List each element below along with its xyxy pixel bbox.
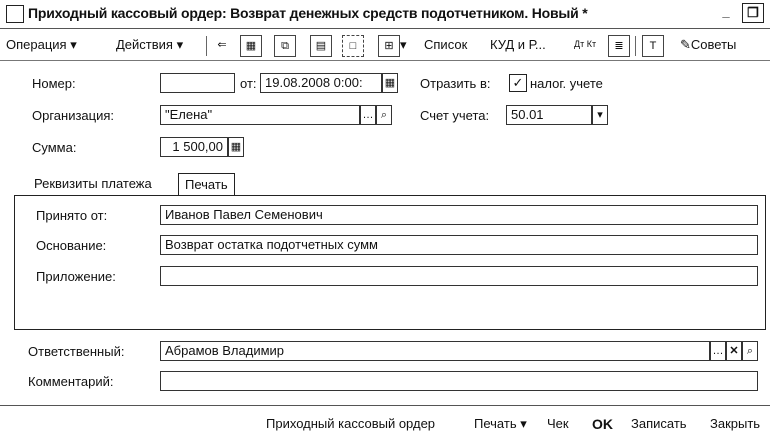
org-label: Организация:: [32, 108, 115, 123]
received-from-label: Принято от:: [36, 208, 108, 223]
sum-label: Сумма:: [32, 140, 77, 155]
print-menu[interactable]: [474, 416, 527, 432]
tips-label: Советы: [690, 37, 737, 52]
org-select-button[interactable]: …: [360, 105, 376, 125]
actions-label: Действия: [116, 37, 173, 52]
responsible-input[interactable]: Абрамов Владимир: [160, 341, 710, 361]
calculator-icon[interactable]: ▦: [228, 137, 244, 157]
basis-input[interactable]: Возврат остатка подотчетных сумм: [160, 235, 758, 255]
tab-print[interactable]: Печать: [178, 173, 235, 195]
footer-bar: [0, 405, 770, 442]
number-label: Номер:: [32, 76, 76, 91]
window-title: Приходный кассовый ордер: Возврат денежных средств подотчетником. Новый *: [28, 5, 588, 21]
save-button[interactable]: Записать: [631, 416, 687, 431]
responsible-select-button[interactable]: …: [710, 341, 726, 361]
structure-icon[interactable]: ⊞: [378, 35, 400, 57]
window-icon: [6, 5, 24, 23]
title-bar: [0, 0, 770, 29]
operation-label: Операция: [6, 37, 67, 52]
document-icon[interactable]: ▤: [310, 35, 332, 57]
operation-menu[interactable]: [6, 37, 77, 53]
number-input[interactable]: [160, 73, 235, 93]
received-from-input[interactable]: Иванов Павел Семенович: [160, 205, 758, 225]
actions-menu[interactable]: [116, 37, 183, 53]
calendar-icon[interactable]: ▦: [382, 73, 398, 93]
close-button[interactable]: Закрыть: [710, 416, 761, 431]
chevron-down-icon: ▾: [520, 416, 527, 431]
filter-icon[interactable]: T: [642, 35, 664, 57]
basis-label: Основание:: [36, 238, 107, 253]
ok-button[interactable]: OK: [592, 416, 613, 432]
back-arrow-icon[interactable]: ⇐: [212, 35, 232, 55]
tab-payment-details[interactable]: Реквизиты платежа: [34, 176, 152, 191]
tips-icon: ✎: [680, 37, 691, 52]
reflect-label: Отразить в:: [420, 76, 491, 91]
date-from-label: от:: [240, 76, 257, 91]
sum-input[interactable]: 1 500,00: [160, 137, 228, 157]
chevron-down-icon[interactable]: ▾: [592, 105, 608, 125]
account-label: Счет учета:: [420, 108, 490, 123]
kud-button[interactable]: КУД и Р...: [490, 37, 546, 52]
search-icon[interactable]: ⌕: [742, 341, 758, 361]
chevron-down-icon[interactable]: ▾: [400, 37, 407, 52]
date-input[interactable]: 19.08.2008 0:00:: [260, 73, 382, 93]
doc-print-button[interactable]: Приходный кассовый ордер: [266, 416, 436, 431]
check-button[interactable]: Чек: [547, 416, 569, 431]
print-label: Печать: [474, 416, 517, 431]
page-icon[interactable]: □: [342, 35, 364, 57]
attachment-label: Приложение:: [36, 269, 116, 284]
account-input[interactable]: 50.01: [506, 105, 592, 125]
tax-label: налог. учете: [530, 76, 603, 91]
dt-kt-button[interactable]: Дт Кт: [574, 39, 597, 49]
toolbar-separator: [206, 36, 207, 56]
clear-icon[interactable]: ✕: [726, 341, 742, 361]
search-icon[interactable]: ⌕: [376, 105, 392, 125]
restore-button[interactable]: ❐: [742, 3, 764, 23]
copy-icon[interactable]: ⧉: [274, 35, 296, 57]
toolbar-separator: [635, 36, 636, 56]
chevron-down-icon: ▾: [176, 37, 184, 52]
chevron-down-icon: ▾: [70, 37, 77, 52]
org-input[interactable]: "Елена": [160, 105, 360, 125]
list-button[interactable]: Список: [424, 37, 468, 52]
tree-icon[interactable]: ▦: [240, 35, 262, 57]
minimize-button[interactable]: _: [722, 4, 730, 19]
tax-checkbox[interactable]: ✓: [509, 74, 527, 92]
comment-label: Комментарий:: [28, 374, 114, 389]
tips-button[interactable]: [680, 37, 736, 53]
comment-input[interactable]: [160, 371, 758, 391]
responsible-label: Ответственный:: [28, 344, 125, 359]
report-icon[interactable]: ≣: [608, 35, 630, 57]
attachment-input[interactable]: [160, 266, 758, 286]
toolbar: [0, 30, 770, 61]
